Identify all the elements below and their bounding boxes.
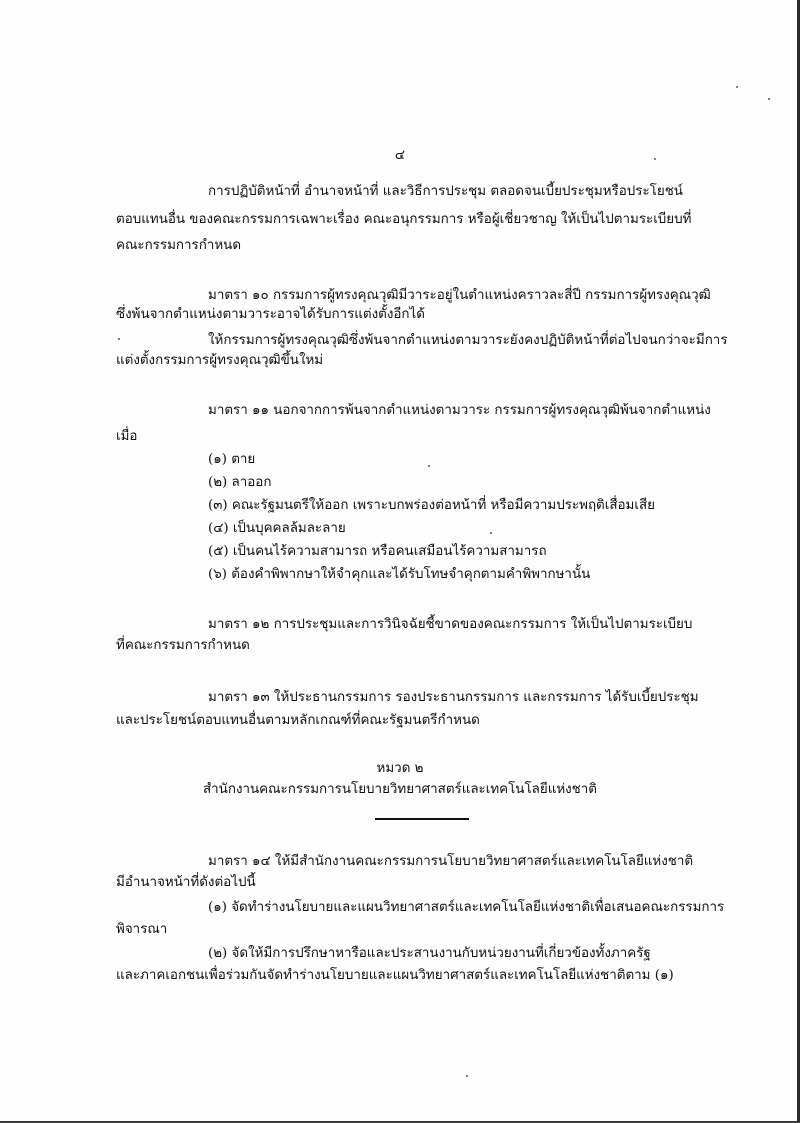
- list-item: (๑) จัดทำร่างนโยบายและแผนวิทยาศาสตร์และเทคโนโลยีแห่งชาติเพื่อเสนอคณะกรรมการ: [208, 900, 725, 915]
- list-item: (๕) เป็นคนไร้ความสามารถ หรือคนเสมือนไร้ความสามารถ: [208, 544, 547, 559]
- divider-rule: [375, 818, 469, 820]
- list-item: (๓) คณะรัฐมนตรีให้ออก เพราะบกพร่องต่อหน้าที่ หรือมีความประพฤติเสื่อมเสีย: [208, 498, 655, 513]
- list-item: และภาคเอกชนเพื่อร่วมกันจัดทำร่างนโยบายและแผนวิทยาศาสตร์และเทคโนโลยีแห่งชาติตาม (๑): [116, 968, 674, 983]
- section-10-line: ให้กรรมการผู้ทรงคุณวุฒิซึ่งพ้นจากตำแหน่งตามวาระยังคงปฏิบัติหน้าที่ต่อไปจนกว่าจะมีการ: [208, 333, 728, 348]
- list-item: (๒) จัดให้มีการปรึกษาหารือและประสานงานกับหน่วยงานที่เกี่ยวข้องทั้งภาครัฐ: [208, 946, 651, 961]
- chapter-heading: หมวด ๒: [376, 761, 424, 776]
- section-12-line: ที่คณะกรรมการกำหนด: [116, 638, 250, 653]
- section-10-line: แต่งตั้งกรรมการผู้ทรงคุณวุฒิขึ้นใหม่: [116, 353, 324, 368]
- section-10-line: มาตรา ๑๐ กรรมการผู้ทรงคุณวุฒิมีวาระอยู่ในตำแหน่งคราวละสี่ปี กรรมการผู้ทรงคุณวุฒิ: [208, 288, 711, 303]
- section-11-line: มาตรา ๑๑ นอกจากการพ้นจากตำแหน่งตามวาระ กรรมการผู้ทรงคุณวุฒิพ้นจากตำแหน่ง: [208, 403, 711, 418]
- list-item: (๒) ลาออก: [208, 475, 272, 490]
- scan-speck: [118, 338, 120, 340]
- scan-speck: [736, 86, 738, 88]
- section-12-line: มาตรา ๑๒ การประชุมและการวินิจฉัยชี้ขาดของคณะกรรมการ ให้เป็นไปตามระเบียบ: [208, 617, 693, 632]
- scan-speck: [466, 1075, 468, 1077]
- paragraph-line: ตอบแทนอื่น ของคณะกรรมการเฉพาะเรื่อง คณะอนุกรรมการ หรือผู้เชี่ยวชาญ ให้เป็นไปตามระเบียบที่: [116, 212, 692, 227]
- section-14-line: มีอำนาจหน้าที่ดังต่อไปนี้: [116, 875, 256, 890]
- list-item: พิจารณา: [116, 922, 168, 937]
- section-10-line: ซึ่งพ้นจากตำแหน่งตามวาระอาจได้รับการแต่งตั้งอีกได้: [116, 307, 425, 322]
- list-item: (๑) ตาย: [208, 452, 256, 467]
- list-item: (๔) เป็นบุคคลล้มละลาย: [208, 521, 346, 536]
- scan-speck: [490, 532, 492, 534]
- section-13-line: และประโยชน์ตอบแทนอื่นตามหลักเกณฑ์ที่คณะรัฐมนตรีกำหนด: [116, 713, 480, 728]
- paragraph-line: คณะกรรมการกำหนด: [116, 238, 242, 253]
- scan-speck: [428, 465, 430, 467]
- page-number: ๔: [394, 148, 406, 163]
- scan-speck: [768, 98, 770, 100]
- list-item: (๖) ต้องคำพิพากษาให้จำคุกและได้รับโทษจำคุกตามคำพิพากษานั้น: [208, 567, 591, 582]
- paragraph-line: การปฏิบัติหน้าที่ อำนาจหน้าที่ และวิธีการประชุม ตลอดจนเบี้ยประชุมหรือประโยชน์: [208, 184, 683, 199]
- section-13-line: มาตรา ๑๓ ให้ประธานกรรมการ รองประธานกรรมการ และกรรมการ ได้รับเบี้ยประชุม: [208, 690, 699, 705]
- chapter-title: สำนักงานคณะกรรมการนโยบายวิทยาศาสตร์และเทคโนโลยีแห่งชาติ: [202, 782, 597, 797]
- section-14-line: มาตรา ๑๔ ให้มีสำนักงานคณะกรรมการนโยบายวิทยาศาสตร์และเทคโนโลยีแห่งชาติ: [208, 854, 694, 869]
- section-11-line: เมื่อ: [116, 429, 138, 444]
